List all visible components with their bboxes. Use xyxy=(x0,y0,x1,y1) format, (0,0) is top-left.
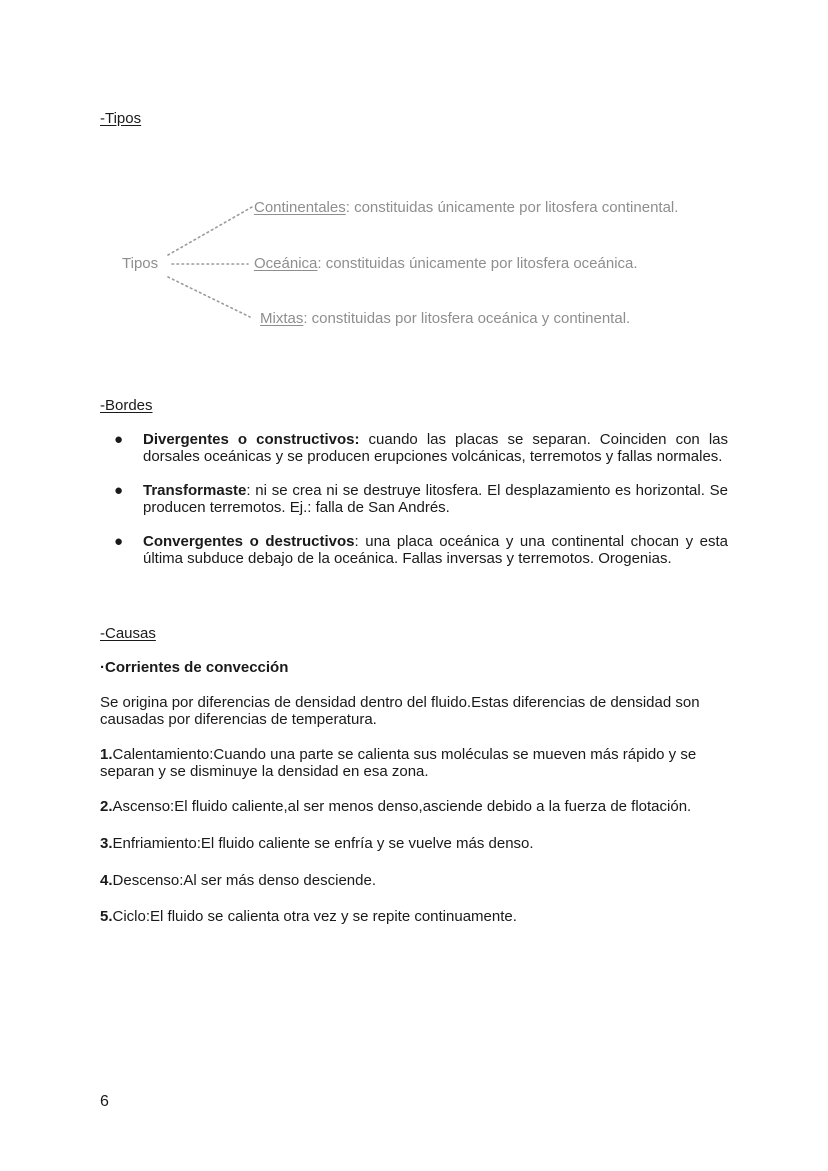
step-number: 2. xyxy=(100,798,113,815)
diagram-branch-mixtas xyxy=(260,310,630,327)
step-number: 4. xyxy=(100,872,113,889)
bullet-icon: ● xyxy=(114,482,124,499)
connector-continentales xyxy=(168,207,252,255)
item-term: Transformaste xyxy=(143,482,247,499)
step-text: Ciclo:El fluido se calienta otra vez y se repite continuamente. xyxy=(112,908,517,925)
diagram-root-label: Tipos xyxy=(122,255,159,272)
section-heading-causas: -Causas xyxy=(100,625,156,642)
step-number: 3. xyxy=(100,835,113,852)
connector-mixtas xyxy=(168,277,250,317)
item-term: Divergentes o constructivos: xyxy=(143,431,360,448)
bullet-icon: ● xyxy=(114,431,124,448)
section-heading-bordes: -Bordes xyxy=(100,397,153,414)
step-text: Ascenso:El fluido caliente,al ser menos denso,asciende debido a la fuerza de flotación. xyxy=(112,798,692,815)
branch-term: Mixtas xyxy=(260,310,304,327)
step-item xyxy=(100,908,740,925)
diagram-branch-oceanica xyxy=(254,255,638,272)
item-desc: : una placa oceánica y una continental chocan y esta última subduce debajo de la oceánica. Fallas inversas y terremotos. Orogenias. xyxy=(143,533,728,567)
item-desc: : ni se crea ni se destruye litosfera. El desplazamiento es horizontal. Se producen terremotos. Ej.: falla de San Andrés. xyxy=(143,482,728,516)
list-item xyxy=(100,533,728,567)
diagram-branch-continentales xyxy=(254,199,678,216)
item-desc: cuando las placas se separan. Coinciden con las dorsales oceánicas y se producen erupciones volcánicas, terremotos y fallas normales. xyxy=(143,431,728,465)
step-text: Calentamiento:Cuando una parte se calienta sus moléculas se mueven más rápido y se separan y se disminuye la densidad en esa zona. xyxy=(100,746,697,780)
section-heading-tipos: -Tipos xyxy=(100,110,142,127)
causas-intro: Se origina por diferencias de densidad dentro del fluido.Estas diferencias de densidad son causadas por diferencias de temperatura. xyxy=(100,694,700,728)
step-text: Descenso:Al ser más denso desciende. xyxy=(112,872,376,889)
list-item xyxy=(100,431,728,465)
step-text: Enfriamiento:El fluido caliente se enfría y se vuelve más denso. xyxy=(112,835,534,852)
bordes-list xyxy=(100,431,728,567)
causas-subheading: ·Corrientes de convección xyxy=(100,659,289,676)
branch-term: Continentales xyxy=(254,199,346,216)
step-number: 1. xyxy=(100,746,113,763)
step-item xyxy=(100,835,740,852)
step-item xyxy=(100,798,740,815)
branch-desc: : constituidas únicamente por litosfera oceánica. xyxy=(317,255,638,272)
list-item xyxy=(100,482,728,516)
branch-desc: : constituidas únicamente por litosfera continental. xyxy=(345,199,679,216)
step-number: 5. xyxy=(100,908,113,925)
step-item xyxy=(100,746,740,780)
branch-desc: : constituidas por litosfera oceánica y continental. xyxy=(303,310,631,327)
page-number: 6 xyxy=(100,1093,109,1110)
branch-term: Oceánica xyxy=(254,255,318,272)
bullet-icon: ● xyxy=(114,533,124,550)
diagram-connectors xyxy=(160,195,260,325)
step-item xyxy=(100,872,740,889)
item-term: Convergentes o destructivos xyxy=(143,533,355,550)
